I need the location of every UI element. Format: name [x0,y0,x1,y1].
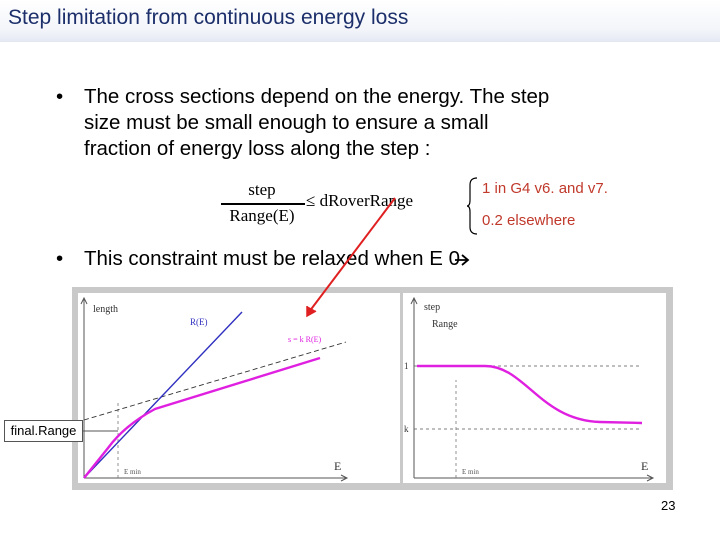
formula-numerator: step [248,180,276,199]
left-y-label: length [93,304,118,315]
bullet-line-2: size must be small enough to ensure a small [84,111,489,134]
bullet-line-1: The cross sections depend on the energy. The step [84,85,550,108]
slide-title: Step limitation from continuous energy loss [8,6,409,29]
formula-denominator: Range(E) [229,206,295,225]
bullet-dot: • [56,247,64,270]
bullet-line-3: fraction of energy loss along the step : [84,137,431,160]
right-tick-k: k [404,424,409,434]
right-emin-label: E min [462,468,479,476]
option-two: 0.2 elsewhere [482,212,576,229]
bullet-dot: • [56,85,64,108]
final-range-callout: final.Range [4,420,83,442]
final-range-pointer [82,427,122,437]
page-number: 23 [661,498,676,513]
right-x-label: E [641,459,649,473]
right-y-label-bottom: Range [432,319,458,330]
step-curve-label: s = k R(E) [288,335,322,344]
formula-rhs: ≤ dRoverRange [306,191,414,210]
left-emin-label: E min [124,468,141,476]
range-line-label: R(E) [190,317,208,327]
right-tick-1: 1 [404,361,409,371]
option-one: 1 in G4 v6. and v7. [482,180,608,197]
bullet-relaxed-text: This constraint must be relaxed when E 0 [84,247,461,270]
left-plot-panel [78,293,400,483]
right-y-label-top: step [424,302,441,313]
left-x-label: E [334,459,342,473]
